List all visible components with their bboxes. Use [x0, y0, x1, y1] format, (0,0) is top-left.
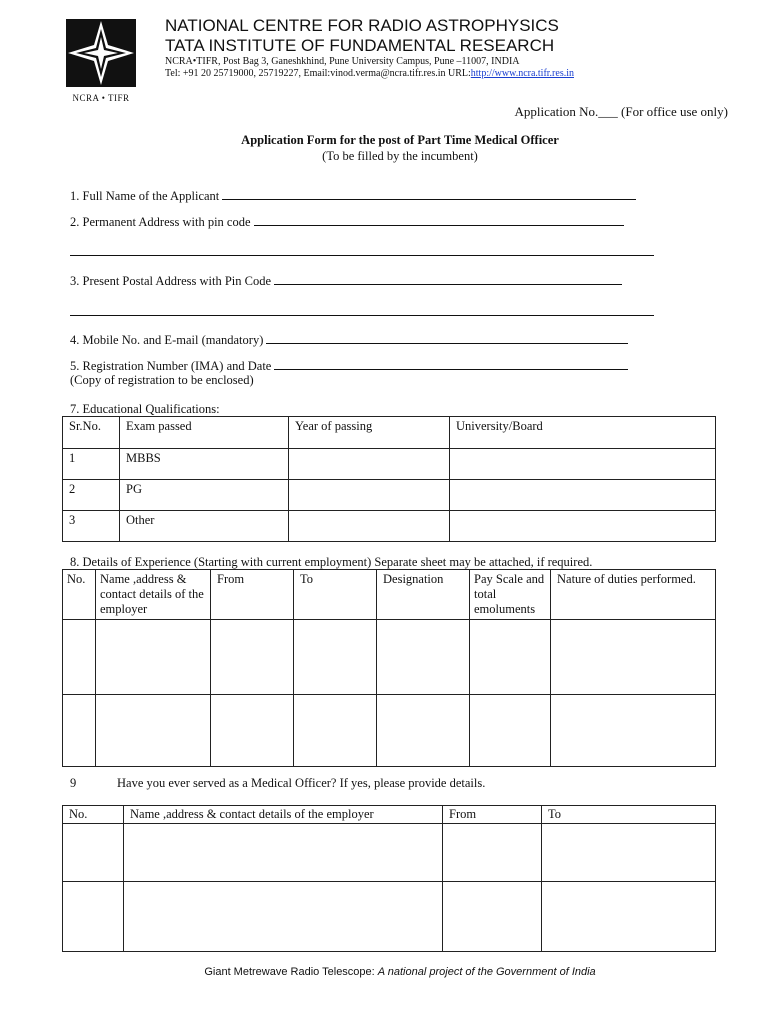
logo-caption: NCRA • TIFR — [72, 93, 130, 103]
form-title: Application Form for the post of Part Time Medical Officer — [241, 133, 559, 147]
permanent-address-blank[interactable] — [254, 214, 624, 226]
medical-question: Have you ever served as a Medical Officer? If yes, please provide details. — [117, 776, 486, 790]
exp-cell[interactable] — [63, 620, 96, 695]
edu-cell-year[interactable] — [289, 449, 450, 480]
exp-header-from: From — [211, 570, 294, 620]
edu-cell-university[interactable] — [450, 480, 716, 511]
table-row — [63, 620, 716, 695]
exp-header-employer: Name ,address & contact details of the employer — [96, 570, 211, 620]
med-cell[interactable] — [124, 824, 443, 882]
field-mobile-email — [70, 332, 628, 348]
exp-cell[interactable] — [96, 620, 211, 695]
med-cell[interactable] — [443, 882, 542, 952]
table-header-row — [63, 570, 716, 620]
registration-blank[interactable] — [274, 358, 628, 370]
edu-row-exam: PG — [120, 480, 289, 511]
field-present-address — [70, 273, 622, 289]
exp-cell[interactable] — [470, 620, 551, 695]
table-row — [63, 882, 716, 952]
table-row — [63, 480, 716, 511]
edu-row-srno: 2 — [63, 480, 120, 511]
exp-cell[interactable] — [377, 695, 470, 767]
footer-italic-text: A national project of the Government of India — [377, 966, 596, 978]
exp-cell[interactable] — [377, 620, 470, 695]
edu-header-exam: Exam passed — [120, 417, 289, 449]
org-address-block — [165, 56, 574, 80]
edu-header-srno: Sr.No. — [63, 417, 120, 449]
exp-header-duties: Nature of duties performed. — [551, 570, 716, 620]
exp-cell[interactable] — [551, 620, 716, 695]
present-address-blank-2[interactable] — [70, 315, 654, 316]
med-cell[interactable] — [63, 824, 124, 882]
edu-cell-university[interactable] — [450, 449, 716, 480]
org-name-line1: NATIONAL CENTRE FOR RADIO ASTROPHYSICS — [165, 16, 559, 35]
med-header-to: To — [542, 806, 716, 824]
field-registration — [70, 358, 628, 374]
edu-row-exam: Other — [120, 511, 289, 542]
med-header-employer: Name ,address & contact details of the employer — [124, 806, 443, 824]
permanent-address-blank-2[interactable] — [70, 255, 654, 256]
exp-header-to: To — [294, 570, 377, 620]
mobile-email-blank[interactable] — [266, 332, 628, 344]
page-footer — [0, 966, 770, 978]
logo-star-icon — [62, 15, 140, 91]
med-cell[interactable] — [63, 882, 124, 952]
exp-cell[interactable] — [551, 695, 716, 767]
form-subtitle: (To be filled by the incumbent) — [322, 149, 478, 163]
education-table — [62, 416, 716, 542]
field-full-name — [70, 188, 636, 204]
exp-cell[interactable] — [294, 620, 377, 695]
exp-cell[interactable] — [470, 695, 551, 767]
med-cell[interactable] — [542, 882, 716, 952]
med-cell[interactable] — [542, 824, 716, 882]
application-number: Application No.___ (For office use only) — [514, 104, 728, 119]
med-header-from: From — [443, 806, 542, 824]
exp-cell[interactable] — [211, 620, 294, 695]
table-row — [63, 824, 716, 882]
field-full-name-label: 1. Full Name of the Applicant — [70, 189, 220, 203]
edu-row-srno: 3 — [63, 511, 120, 542]
edu-header-university: University/Board — [450, 417, 716, 449]
exp-header-pay: Pay Scale and total emoluments — [470, 570, 551, 620]
table-row — [63, 695, 716, 767]
table-header-row — [63, 806, 716, 824]
org-name-line2: TATA INSTITUTE OF FUNDAMENTAL RESEARCH — [165, 36, 555, 55]
table-header-row — [63, 417, 716, 449]
edu-cell-year[interactable] — [289, 511, 450, 542]
exp-cell[interactable] — [294, 695, 377, 767]
medical-question-number: 9 — [70, 776, 77, 790]
education-heading: 7. Educational Qualifications: — [70, 402, 220, 416]
footer-text: Giant Metrewave Radio Telescope: — [204, 966, 378, 978]
edu-row-exam: MBBS — [120, 449, 289, 480]
full-name-blank[interactable] — [222, 188, 636, 200]
field-permanent-address — [70, 214, 624, 230]
field-permanent-address-label: 2. Permanent Address with pin code — [70, 215, 251, 229]
table-row — [63, 449, 716, 480]
field-mobile-email-label: 4. Mobile No. and E-mail (mandatory) — [70, 333, 264, 347]
exp-cell[interactable] — [96, 695, 211, 767]
edu-header-year: Year of passing — [289, 417, 450, 449]
org-url-link[interactable]: http://www.ncra.tifr.res.in — [470, 68, 574, 79]
exp-header-no: No. — [63, 570, 96, 620]
medical-table — [62, 805, 716, 952]
exp-cell[interactable] — [63, 695, 96, 767]
med-header-no: No. — [63, 806, 124, 824]
ncra-logo — [62, 15, 140, 105]
edu-row-srno: 1 — [63, 449, 120, 480]
org-contact-text: Tel: +91 20 25719000, 25719227, Email:vinod.verma@ncra.tifr.res.in URL: — [165, 68, 471, 79]
table-row — [63, 511, 716, 542]
experience-table — [62, 569, 716, 767]
edu-cell-university[interactable] — [450, 511, 716, 542]
experience-heading: 8. Details of Experience (Starting with current employment) Separate sheet may be attached, if required. — [70, 555, 593, 569]
registration-note: (Copy of registration to be enclosed) — [70, 373, 254, 387]
field-registration-label: 5. Registration Number (IMA) and Date — [70, 359, 272, 373]
field-present-address-label: 3. Present Postal Address with Pin Code — [70, 274, 272, 288]
med-cell[interactable] — [443, 824, 542, 882]
present-address-blank[interactable] — [274, 273, 622, 285]
exp-cell[interactable] — [211, 695, 294, 767]
org-contact — [165, 68, 574, 80]
med-cell[interactable] — [124, 882, 443, 952]
exp-header-designation: Designation — [377, 570, 470, 620]
edu-cell-year[interactable] — [289, 480, 450, 511]
org-address: NCRA•TIFR, Post Bag 3, Ganeshkhind, Pune University Campus, Pune –11007, INDIA — [165, 56, 520, 67]
